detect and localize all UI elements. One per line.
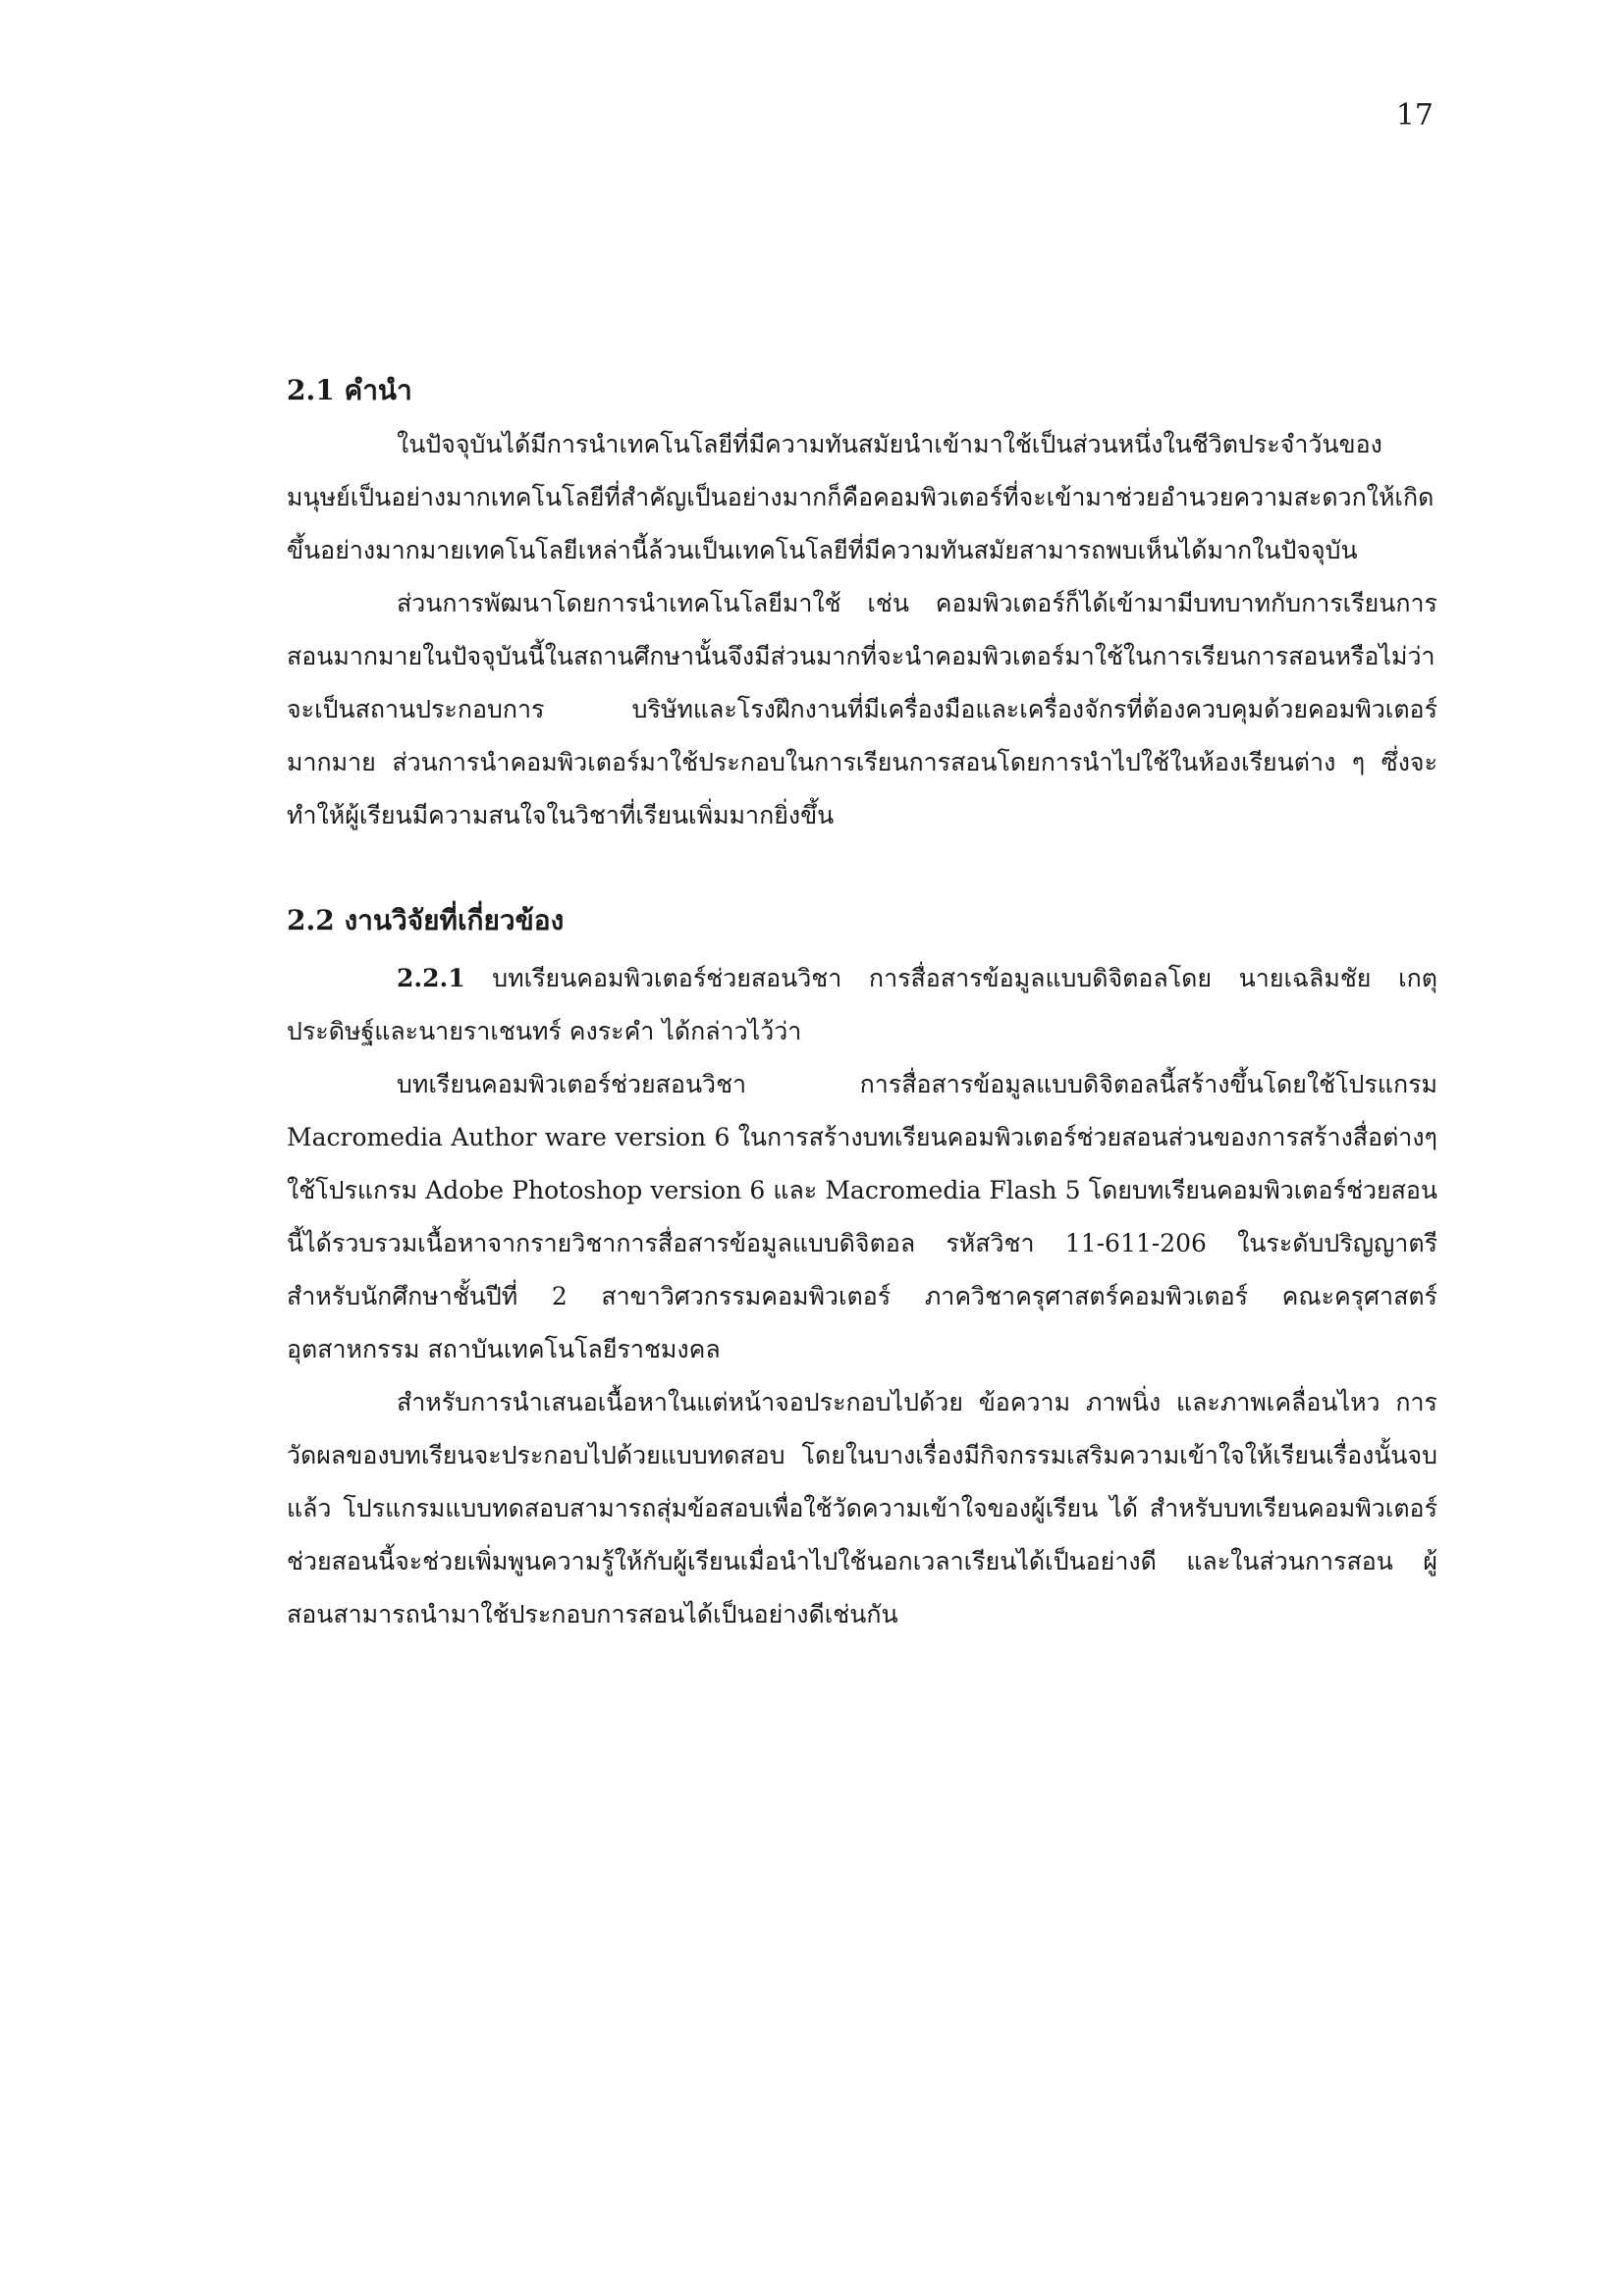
section-heading-introduction: 2.1 คำนำ xyxy=(287,374,412,406)
subsection-number: 2.2.1 xyxy=(397,964,465,992)
section-heading-related-research: 2.2 งานวิจัยที่เกี่ยวข้อง xyxy=(287,904,565,936)
document-body xyxy=(287,365,1437,1641)
page-number: 17 xyxy=(1395,98,1434,133)
research-paragraph-1: บทเรียนคอมพิวเตอร์ช่วยสอนวิชา การสื่อสารข้อมูลแบบดิจิตอลนี้สร้างขึ้นโดยใช้โปรแกรม Macromedia Author ware version 6 ในการสร้างบทเรียนคอมพิวเตอร์ช่วยสอนส่วนของการสร้างสื่อต่างๆ ใช้โปรแกรม Adobe Photoshop version 6 และ Macromedia Flash 5 โดยบทเรียนคอมพิวเตอร์ช่วยสอนนี้ได้รวบรวมเนื้อหาจากรายวิชาการสื่อสารข้อมูลแบบดิจิตอล รหัสวิชา 11-611-206 ในระดับปริญญาตรี สำหรับนักศึกษาชั้นปีที่ 2 สาขาวิศวกรรมคอมพิวเตอร์ ภาควิชาครุศาสตร์คอมพิวเตอร์ คณะครุศาสตร์อุตสาหกรรม สถาบันเทคโนโลยีราชมงคล xyxy=(287,1070,1437,1363)
subsection-text: บทเรียนคอมพิวเตอร์ช่วยสอนวิชา การสื่อสารข้อมูลแบบดิจิตอลโดย นายเฉลิมชัย เกตุประดิษฐ์และนายราเชนทร์ คงระคำ ได้กล่าวไว้ว่า xyxy=(287,964,1437,1045)
subsection-2-2-1 xyxy=(287,952,1437,1058)
intro-paragraph-2: ส่วนการพัฒนาโดยการนำเทคโนโลยีมาใช้ เช่น คอมพิวเตอร์ก็ได้เข้ามามีบทบาทกับการเรียนการสอนมากมายในปัจจุบันนี้ในสถานศึกษานั้นจึงมีส่วนมากที่จะนำคอมพิวเตอร์มาใช้ในการเรียนการสอนหรือไม่ว่าจะเป็นสถานประกอบการ บริษัทและโรงฝึกงานที่มีเครื่องมือและเครื่องจักรที่ต้องควบคุมด้วยคอมพิวเตอร์มากมาย ส่วนการนำคอมพิวเตอร์มาใช้ประกอบในการเรียนการสอนโดยการนำไปใช้ในห้องเรียนต่าง ๆ ซึ่งจะทำให้ผู้เรียนมีความสนใจในวิชาที่เรียนเพิ่มมากยิ่งขึ้น xyxy=(287,589,1437,829)
research-paragraph-2: สำหรับการนำเสนอเนื้อหาในแต่หน้าจอประกอบไปด้วย ข้อความ ภาพนิ่ง และภาพเคลื่อนไหว การวัดผลของบทเรียนจะประกอบไปด้วยแบบทดสอบ โดยในบางเรื่องมีกิจกรรมเสริมความเข้าใจให้เรียนเรื่องนั้นจบแล้ว โปรแกรมแบบทดสอบสามารถสุ่มข้อสอบเพื่อใช้วัดความเข้าใจของผู้เรียน ได้ สำหรับบทเรียนคอมพิวเตอร์ช่วยสอนนี้จะช่วยเพิ่มพูนความรู้ให้กับผู้เรียนเมื่อนำไปใช้นอกเวลาเรียนได้เป็นอย่างดี และในส่วนการสอน ผู้สอนสามารถนำมาใช้ประกอบการสอนได้เป็นอย่างดีเช่นกัน xyxy=(287,1388,1437,1629)
intro-paragraph-1: ในปัจจุบันได้มีการนำเทคโนโลยีที่มีความทันสมัยนำเข้ามาใช้เป็นส่วนหนึ่งในชีวิตประจำวันของมนุษย์เป็นอย่างมากเทคโนโลยีที่สำคัญเป็นอย่างมากก็คือคอมพิวเตอร์ที่จะเข้ามาช่วยอำนวยความสะดวกให้เกิดขึ้นอย่างมากมายเทคโนโลยีเหล่านี้ล้วนเป็นเทคโนโลยีที่มีความทันสมัยสามารถพบเห็นได้มากในปัจจุบัน xyxy=(287,430,1435,564)
